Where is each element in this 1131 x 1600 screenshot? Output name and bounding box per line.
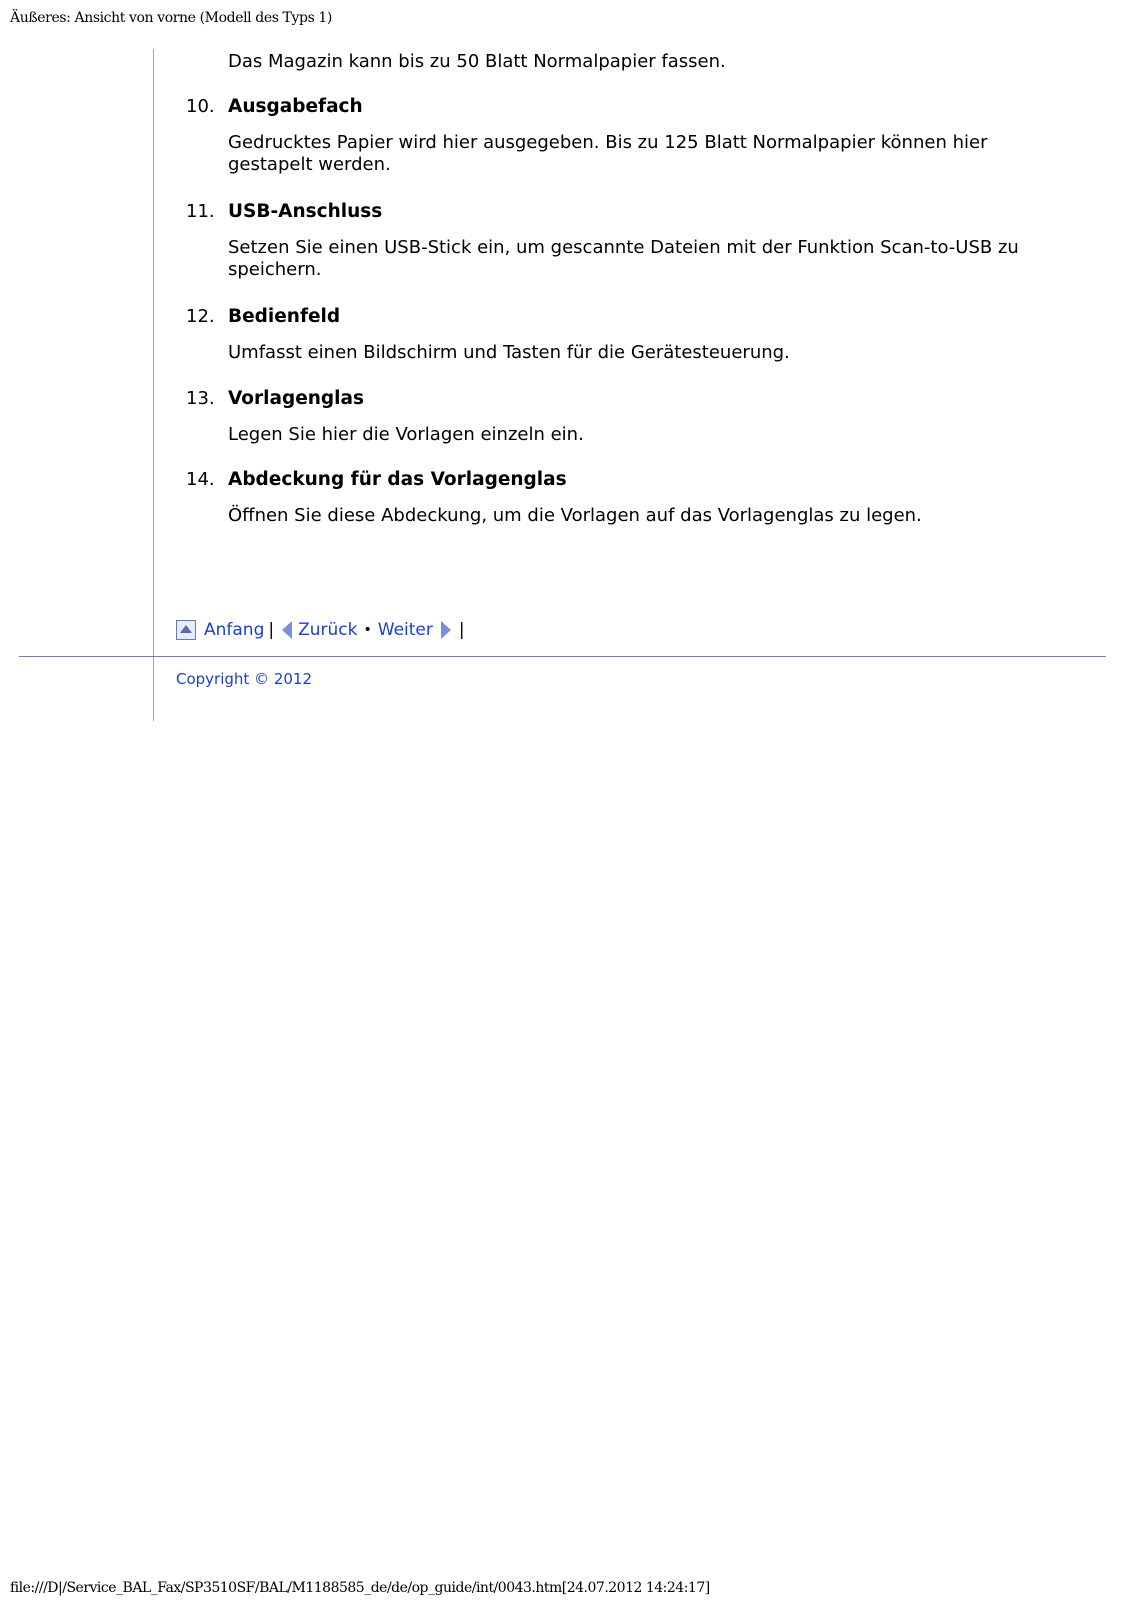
- item-number: 12.: [186, 306, 215, 327]
- item-description: Öffnen Sie diese Abdeckung, um die Vorlagen auf das Vorlagenglas zu legen.: [228, 505, 922, 526]
- top-link[interactable]: Anfang: [204, 620, 265, 640]
- item-description: Legen Sie hier die Vorlagen einzeln ein.: [228, 424, 584, 445]
- back-link[interactable]: Zurück: [298, 620, 358, 640]
- print-header: Äußeres: Ansicht von vorne (Modell des Typs 1): [10, 10, 332, 26]
- item-description: Setzen Sie einen USB-Stick ein, um gescannte Dateien mit der Funktion Scan-to-USB zu speichern.: [228, 237, 1019, 280]
- print-footer: file:///D|/Service_BAL_Fax/SP3510SF/BAL/M1188585_de/de/op_guide/int/0043.htm[24.07.2012 14:24:17]: [10, 1580, 710, 1596]
- next-link[interactable]: Weiter: [377, 620, 433, 640]
- nav-separator: |: [268, 620, 275, 640]
- item-title: Vorlagenglas: [228, 388, 365, 409]
- item-title: Ausgabefach: [228, 96, 363, 117]
- item-description: Umfasst einen Bildschirm und Tasten für die Gerätesteuerung.: [228, 342, 790, 363]
- item-title: Abdeckung für das Vorlagenglas: [228, 469, 567, 490]
- page-navigation: [176, 618, 469, 642]
- item-title: Bedienfeld: [228, 306, 341, 327]
- copyright-link[interactable]: Copyright © 2012: [176, 670, 313, 688]
- item-number: 10.: [186, 96, 215, 117]
- item-number: 14.: [186, 469, 215, 490]
- nav-dot: •: [363, 622, 372, 638]
- arrow-left-icon[interactable]: [282, 621, 292, 639]
- left-divider: [153, 49, 154, 721]
- item-description: Gedrucktes Papier wird hier ausgegeben. Bis zu 125 Blatt Normalpapier können hier gestapelt werden.: [228, 132, 988, 175]
- arrow-up-icon[interactable]: [176, 620, 196, 640]
- intro-text: Das Magazin kann bis zu 50 Blatt Normalpapier fassen.: [228, 51, 726, 72]
- nav-separator-end: |: [458, 620, 465, 640]
- item-number: 13.: [186, 388, 215, 409]
- item-title: USB-Anschluss: [228, 201, 383, 222]
- item-number: 11.: [186, 201, 215, 222]
- horizontal-rule: [19, 656, 1106, 657]
- arrow-right-icon[interactable]: [441, 621, 451, 639]
